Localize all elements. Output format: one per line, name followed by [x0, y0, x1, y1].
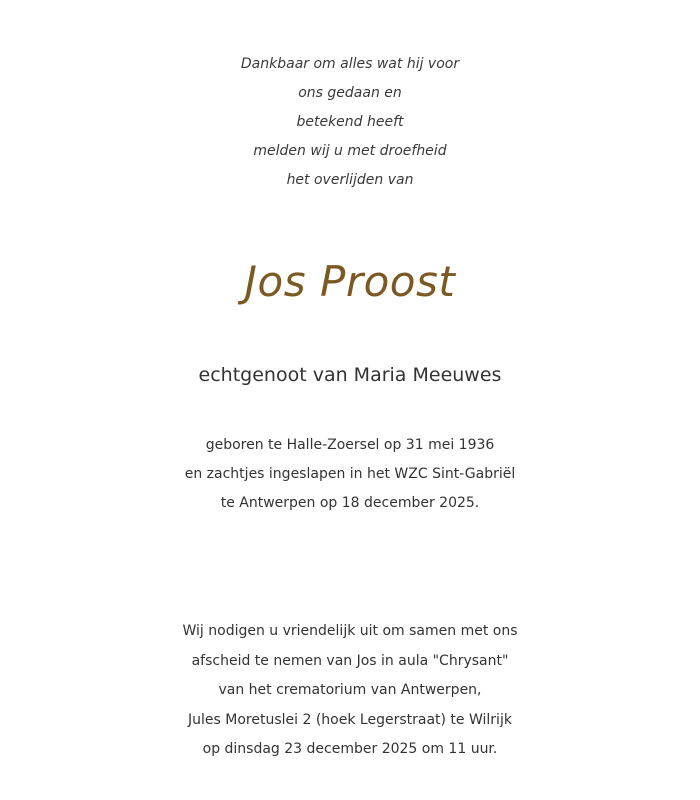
invitation-line: Jules Moretuslei 2 (hoek Legerstraat) te Wilrijk [188, 711, 512, 728]
birth-death-line: te Antwerpen op 18 december 2025. [220, 495, 480, 511]
invitation-line: van het crematorium van Antwerpen, [218, 682, 482, 698]
intro-line: betekend heeft [296, 114, 404, 130]
intro-line: Dankbaar om alles wat hij voor [240, 56, 460, 72]
birth-death-text [0, 431, 700, 518]
birth-death-line: geboren te Halle-Zoersel op 31 mei 1936 [205, 437, 495, 453]
invitation-line: op dinsdag 23 december 2025 om 11 uur. [202, 741, 498, 757]
intro-line: melden wij u met droefheid [253, 143, 447, 159]
deceased-name: Jos Proost [244, 257, 456, 306]
intro-text [0, 50, 700, 195]
spouse-line: echtgenoot van Maria Meeuwes [198, 364, 502, 386]
invitation-line: afscheid te nemen van Jos in aula "Chrysant" [191, 652, 509, 669]
invitation-line: Wij nodigen u vriendelijk uit om samen met ons [182, 623, 518, 639]
birth-death-line: en zachtjes ingeslapen in het WZC Sint-Gabriël [184, 466, 516, 482]
intro-line: het overlijden van [286, 172, 414, 188]
intro-line: ons gedaan en [298, 85, 402, 101]
invitation-text [0, 617, 700, 765]
